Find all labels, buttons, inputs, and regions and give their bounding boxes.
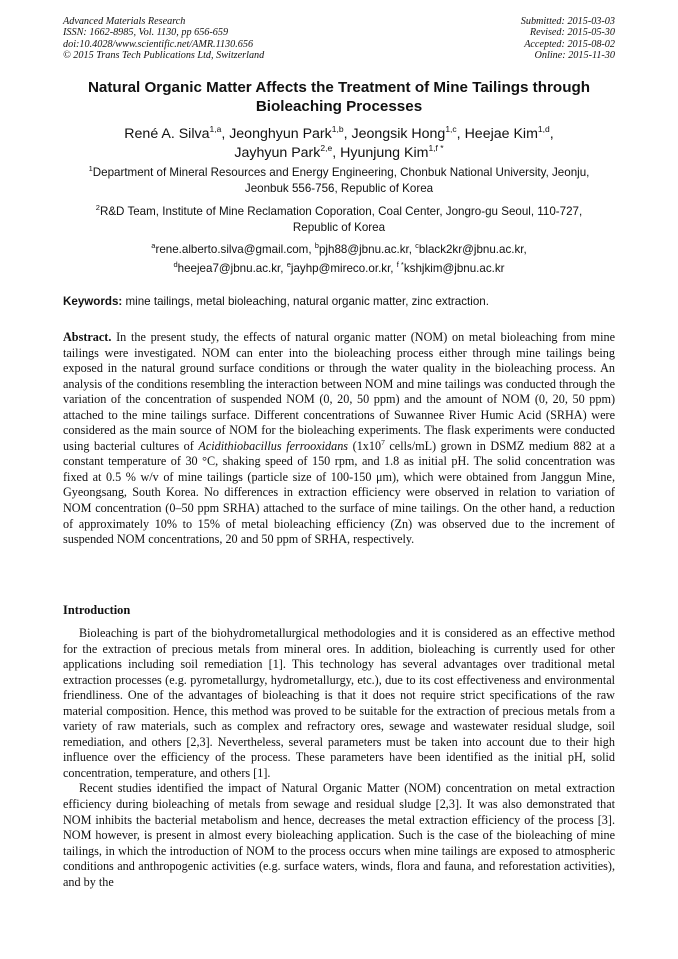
abstract: Abstract. In the present study, the effects of natural organic matter (NOM) on metal bioleaching from mine tailings were investigated. NOM can enter into the bioleaching process either through mine tailings being exposed in the natural ground surface conditions or through the water quality in the bioleaching process. An analysis of the conditions resembling the interaction between NOM and mine tailings was conducted through the variation of the concentration of suspended NOM (0, 20, 50 ppm) and the amount of NOM (0, 20, 50 ppm) attached to the mine tailings surface. Different concentrations of Suwannee River Humic Acid (SRHA) were considered as the main source of NOM for the bioleaching experiments. The flask experiments were conducted using bacterial cultures of Acidithiobacillus ferrooxidans ($1x10^7$ cells/mL) grown in DSMZ medium 882 at a constant temperature of 30 °C, shaking speed of 150 rpm, and 1.8 as initial pH. The solid concentration was fixed at 0.5 % w/v of mine tailings (particle size of 100-150 μm), which were obtained from Janggun Mine, Gyeongsang, South Korea. No differences in extraction efficiency were observed in relation to variation of NOM concentration (0–50 ppm SRHA) attached to the surface of mine tailings. On the other hand, a reduction of approximately 10% to 15% of metal bioleaching efficiency (Zn) was observed due to the increment of suspended NOM concentrations, 20 and 50 ppm of SRHA, respectively. <box>63 330 616 547</box>
doi-line: doi:10.4028/www.scientific.net/AMR.1130.656 <box>63 38 254 50</box>
section-heading-introduction: Introduction <box>63 603 131 617</box>
author: Hyunjung Kim$^{1,f *}$ <box>340 143 444 161</box>
submitted-date: Submitted: 2015-03-03 <box>520 16 615 27</box>
paragraph: Recent studies identified the impact of Natural Organic Matter (NOM) concentration on metal extraction efficiency during bioleaching of metals from sewage and residual sludge [2,3]. It was also demonstrated that NOM inhibits the bacterial metabolism and hence, decreases the metal extraction efficiency of the process [3]. NOM however, is present in almost every bioleaching application. Such is the case of the bioleaching of mine tailings, in which the introduction of NOM to the process occurs when mine tailings are exposed to atmospheric conditions and anthropogenic activities (e.g. surface waters, winds, flora and fauna, and reforestation activities), and by the <box>63 781 615 889</box>
species-name: Acidithiobacillus ferrooxidans <box>198 438 349 453</box>
journal-info <box>63 16 264 62</box>
author: Jeongsik Hong$^{1,c}$, <box>351 124 465 142</box>
copyright-line: © 2015 Trans Tech Publications Ltd, Switzerland <box>63 50 265 62</box>
abstract-label: Abstract. <box>63 330 112 344</box>
paper-title: Natural Organic Matter Affects the Treatment of Mine Tailings through Bioleaching Processes <box>87 79 591 115</box>
author: Jeonghyun Park$^{1,b}$, <box>229 124 352 142</box>
issn-line: ISSN: 1662-8985, Vol. 1130, pp 656-659 <box>63 27 229 39</box>
introduction-body <box>63 626 615 890</box>
email: $^d$heejea7@jbnu.ac.kr, <box>173 260 287 275</box>
affiliation-1: $^1$Department of Mineral Resources and Energy Engineering, Chonbuk National University, Jeonju, Jeonbuk 556-756, Republic of Korea <box>88 164 590 195</box>
revised-date: Revised: 2015-05-30 <box>529 27 615 39</box>
keywords <box>63 294 615 309</box>
accepted-date: Accepted: 2015-08-02 <box>524 38 615 50</box>
email: $^c$black2kr@jbnu.ac.kr, <box>415 241 527 256</box>
publication-dates <box>521 16 615 62</box>
keywords-label: Keywords: <box>63 295 123 308</box>
author: Heejae Kim$^{1,d}$, <box>464 124 554 142</box>
author: René A. Silva$^{1,a}$, <box>124 124 230 142</box>
online-date: Online: 2015-11-30 <box>534 50 615 62</box>
author-list <box>63 125 615 163</box>
keywords-text: mine tailings, metal bioleaching, natural organic matter, zinc extraction. <box>122 295 489 308</box>
email: $^e$jayhp@mireco.or.kr, <box>286 260 397 275</box>
author-emails <box>80 240 598 278</box>
journal-name: Advanced Materials Research <box>63 16 186 27</box>
email: $^{f *}$kshjkim@jbnu.ac.kr <box>396 260 505 275</box>
email: $^b$pjh88@jbnu.ac.kr, <box>314 241 416 256</box>
affiliation-2: $^2$R&D Team, Institute of Mine Reclamation Coporation, Coal Center, Jongro-gu Seoul, 110-727, Republic of Korea <box>95 203 583 234</box>
author: Jayhyun Park$^{2,e}$, <box>234 143 341 161</box>
paragraph: Bioleaching is part of the biohydrometallurgical methodologies and it is considered as an effective method for the extraction of precious metals from mineral ores. In addition, bioleaching is currently used for other applications including soil remediation [1]. This technology has several advantages over traditional metal extraction processes (e.g. pyrometallurgy, hydrometallurgy, etc.), due to its cost effectiveness and environmental friendliness. One of the advantages of bioleaching is that it does not require strict specifications of the raw material composition. Hence, this method was proved to be suitable for the extraction of precious metals from a variety of raw materials, such as complex and refractory ores, sewage and wastewater residual sludge, soil remediation, and others [2,3]. Nevertheless, several parameters must be taken into account due to their high influence over the efficiency of the process. These parameters have been identified as the initial pH, solid concentration, temperature, and others [1]. <box>63 626 615 780</box>
email: $^a$rene.alberto.silva@gmail.com, <box>151 241 315 256</box>
